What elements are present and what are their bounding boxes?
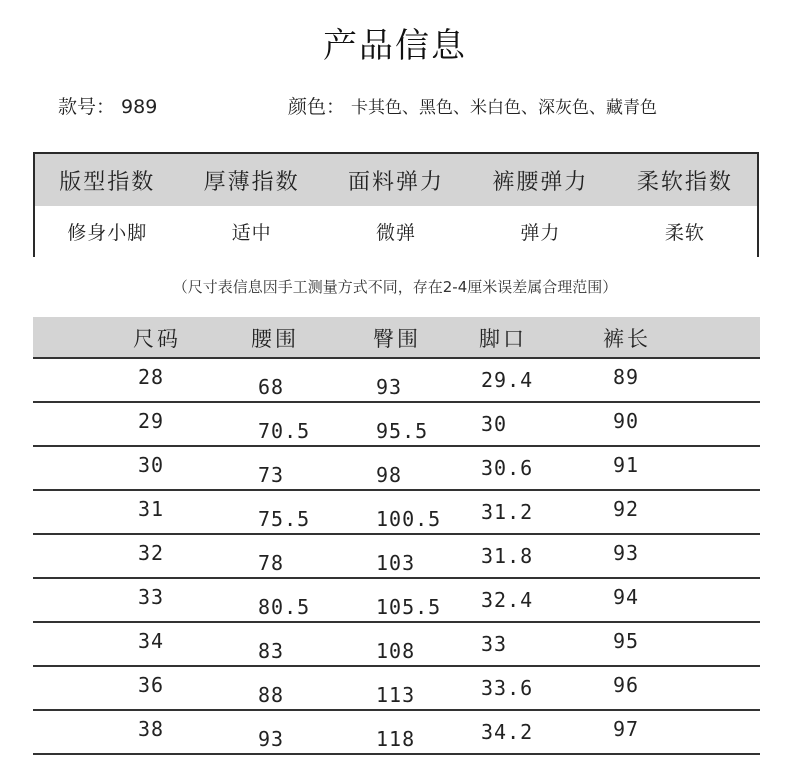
hip-cell: 118 [376,727,416,751]
size-header-size: 尺码 [133,327,181,351]
size-cell: 34 [138,629,165,653]
waist-cell: 75.5 [258,507,311,531]
table-row [33,667,760,711]
length-cell: 96 [613,673,640,697]
waist-cell: 73 [258,463,285,487]
length-cell: 93 [613,541,640,565]
model-label: 款号： [58,96,116,118]
page-title: 产品信息 [323,26,467,66]
size-cell: 31 [138,497,165,521]
hem-cell: 30 [481,412,508,436]
size-header-waist: 腰围 [251,327,299,351]
size-table-body [33,359,760,755]
waist-cell: 83 [258,639,285,663]
table-row [33,711,760,755]
hip-cell: 98 [376,463,403,487]
size-cell: 33 [138,585,165,609]
size-cell: 29 [138,409,165,433]
hem-cell: 33 [481,632,508,656]
hem-cell: 32.4 [481,588,534,612]
length-cell: 91 [613,453,640,477]
hem-cell: 30.6 [481,456,534,480]
size-header-length: 裤长 [603,327,651,351]
table-row [33,623,760,667]
table-row [33,535,760,579]
waist-cell: 70.5 [258,419,311,443]
size-header-hip: 臀围 [373,327,421,351]
spec-header-softness: 柔软指数 [636,169,733,195]
hip-cell: 105.5 [376,595,442,619]
size-table-header [33,317,760,359]
length-cell: 89 [613,365,640,389]
spec-header-fit: 版型指数 [59,169,156,195]
waist-cell: 80.5 [258,595,311,619]
hip-cell: 95.5 [376,419,429,443]
size-header-hem: 脚口 [479,327,527,351]
spec-value-row [35,206,757,257]
size-table [33,317,760,755]
spec-value-waist-stretch: 弹力 [520,222,561,244]
length-cell: 94 [613,585,640,609]
hem-cell: 31.8 [481,544,534,568]
table-row [33,359,760,403]
color-options [288,92,657,119]
spec-header-fabric-stretch: 面料弹力 [348,169,445,195]
hem-cell: 34.2 [481,720,534,744]
hip-cell: 93 [376,375,403,399]
spec-value-softness: 柔软 [664,222,705,244]
hem-cell: 31.2 [481,500,534,524]
spec-index-table [33,152,759,257]
table-row [33,447,760,491]
spec-header-thickness: 厚薄指数 [203,169,300,195]
waist-cell: 93 [258,727,285,751]
spec-value-fit: 修身小脚 [67,222,148,244]
hem-cell: 29.4 [481,368,534,392]
size-cell: 30 [138,453,165,477]
length-cell: 95 [613,629,640,653]
size-cell: 32 [138,541,165,565]
model-number [58,92,157,119]
spec-value-fabric-stretch: 微弹 [376,222,417,244]
size-cell: 28 [138,365,165,389]
spec-value-thickness: 适中 [231,222,272,244]
length-cell: 97 [613,717,640,741]
spec-header-waist-stretch: 裤腰弹力 [492,169,589,195]
waist-cell: 88 [258,683,285,707]
length-cell: 92 [613,497,640,521]
hip-cell: 113 [376,683,416,707]
hem-cell: 33.6 [481,676,534,700]
spec-header-row [35,154,757,206]
size-cell: 38 [138,717,165,741]
hip-cell: 100.5 [376,507,442,531]
size-cell: 36 [138,673,165,697]
waist-cell: 68 [258,375,285,399]
measurement-note: （尺寸表信息因手工测量方式不同，存在2-4厘米误差属合理范围） [172,278,618,296]
model-value: 989 [121,96,158,118]
table-row [33,491,760,535]
colors-value: 卡其色、黑色、米白色、深灰色、藏青色 [351,98,658,118]
length-cell: 90 [613,409,640,433]
waist-cell: 78 [258,551,285,575]
hip-cell: 103 [376,551,416,575]
colors-label: 颜色： [288,96,346,118]
hip-cell: 108 [376,639,416,663]
table-row [33,579,760,623]
table-row [33,403,760,447]
